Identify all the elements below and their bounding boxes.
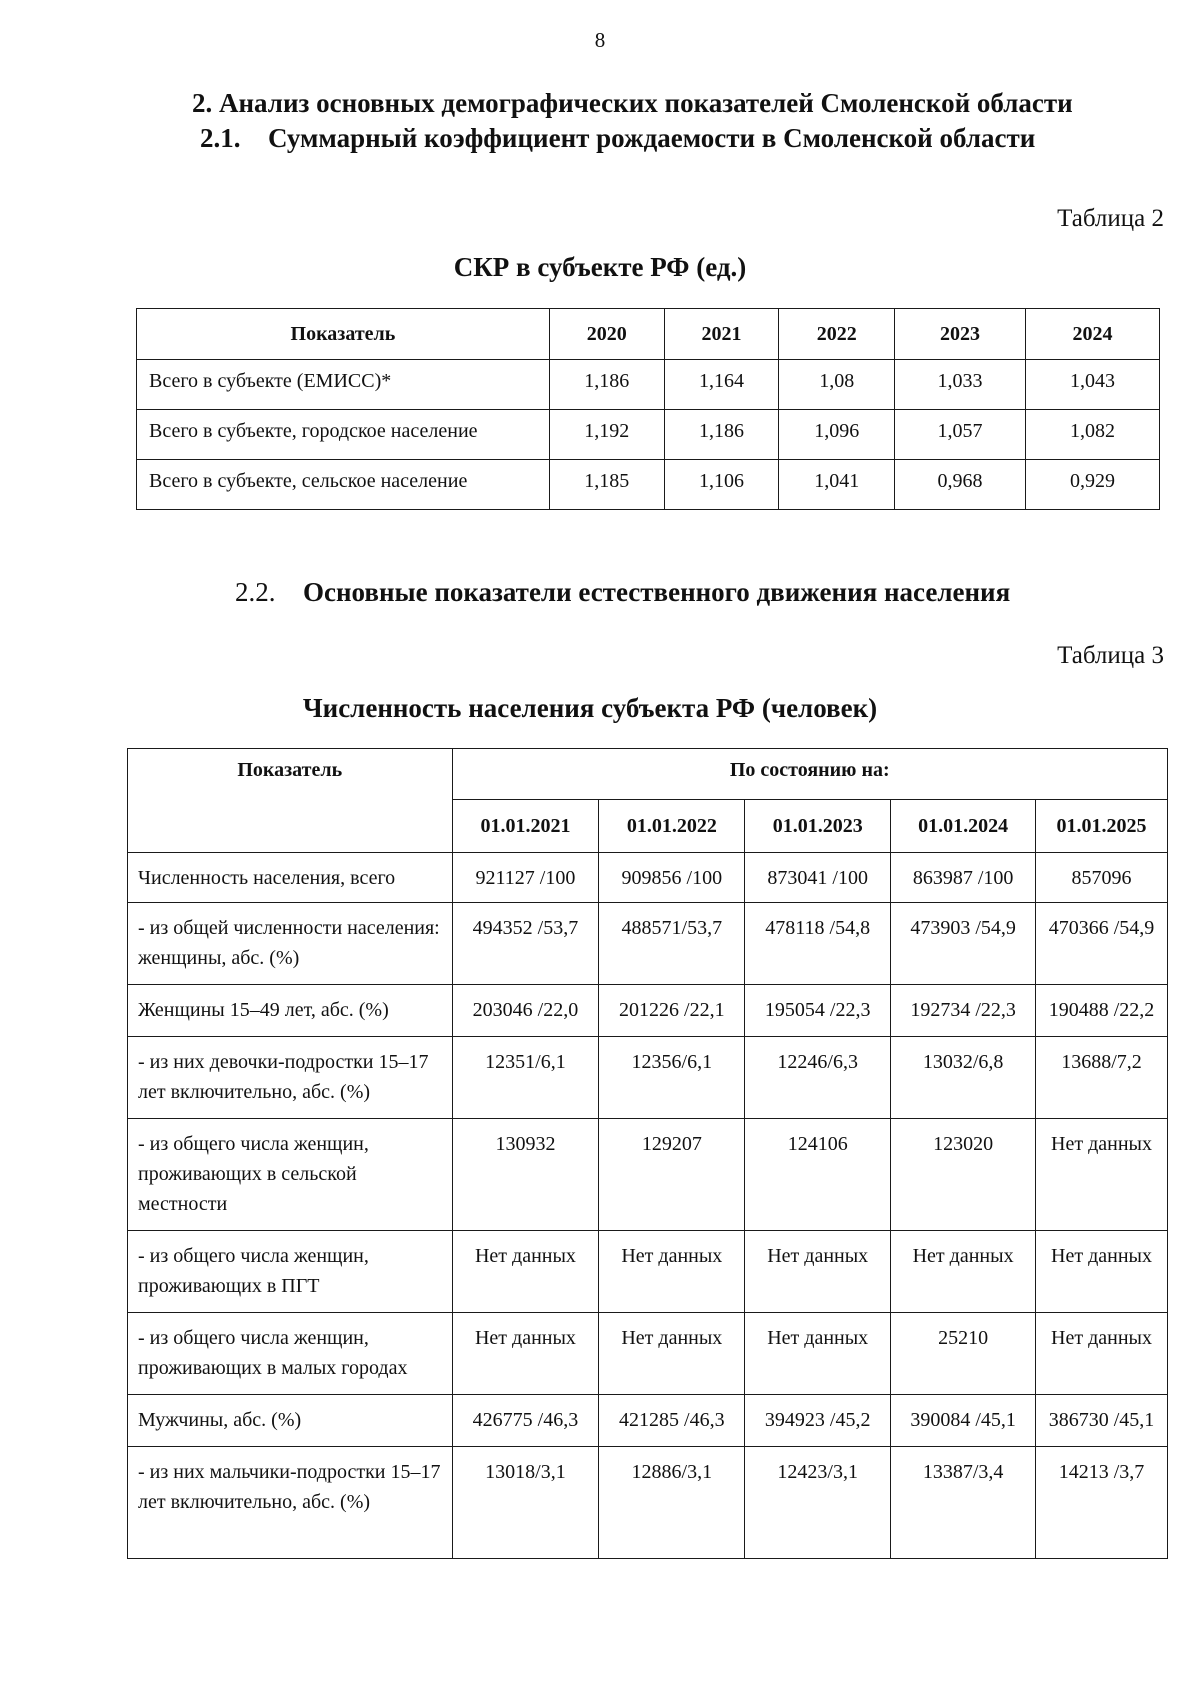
table-row xyxy=(137,360,1160,410)
header-date: 01.01.2023 xyxy=(745,800,891,853)
table-cell: 1,106 xyxy=(664,460,779,510)
table-header-row xyxy=(128,749,1168,800)
table-cell: 909856 /100 xyxy=(599,853,745,903)
row-label: Женщины 15–49 лет, абс. (%) xyxy=(128,985,453,1037)
table-cell: Нет данных xyxy=(745,1313,891,1395)
table-row xyxy=(128,985,1168,1037)
table-cell: 190488 /22,2 xyxy=(1036,985,1168,1037)
table-row xyxy=(128,1231,1168,1313)
table-cell: 12886/3,1 xyxy=(599,1447,745,1559)
table-cell: 473903 /54,9 xyxy=(891,903,1036,985)
table-cell: 1,043 xyxy=(1025,360,1159,410)
header-date: 01.01.2024 xyxy=(891,800,1036,853)
subsection-heading-2-2 xyxy=(235,577,1010,608)
table-cell: 14213 /3,7 xyxy=(1036,1447,1168,1559)
table-cell: 192734 /22,3 xyxy=(891,985,1036,1037)
table-cell: 13018/3,1 xyxy=(452,1447,599,1559)
table-cell: 1,096 xyxy=(779,410,895,460)
table-cell: 129207 xyxy=(599,1119,745,1231)
table-cell: 1,082 xyxy=(1025,410,1159,460)
table-cell: 386730 /45,1 xyxy=(1036,1395,1168,1447)
table-row xyxy=(128,1447,1168,1559)
table-cell: Нет данных xyxy=(452,1313,599,1395)
table-cell: 863987 /100 xyxy=(891,853,1036,903)
header-cell: 2024 xyxy=(1025,309,1159,360)
row-label: Всего в субъекте, городское население xyxy=(137,410,550,460)
table-cell: Нет данных xyxy=(599,1231,745,1313)
table-row xyxy=(137,460,1160,510)
table-cell: Нет данных xyxy=(1036,1231,1168,1313)
header-date: 01.01.2021 xyxy=(452,800,599,853)
row-label: Численность населения, всего xyxy=(128,853,453,903)
table-cell: 873041 /100 xyxy=(745,853,891,903)
table-cell: 130932 xyxy=(452,1119,599,1231)
row-label: Всего в субъекте, сельское население xyxy=(137,460,550,510)
subsection-title: Суммарный коэффициент рождаемости в Смоленской области xyxy=(268,123,1036,153)
population-table xyxy=(127,748,1168,1559)
table-row xyxy=(128,1395,1168,1447)
table-cell: 1,164 xyxy=(664,360,779,410)
header-cell: 2022 xyxy=(779,309,895,360)
table-cell: Нет данных xyxy=(745,1231,891,1313)
table-cell: 0,929 xyxy=(1025,460,1159,510)
table-cell: 123020 xyxy=(891,1119,1036,1231)
table-cell: Нет данных xyxy=(1036,1313,1168,1395)
table-cell: 13688/7,2 xyxy=(1036,1037,1168,1119)
header-date: 01.01.2022 xyxy=(599,800,745,853)
table-cell: 1,185 xyxy=(549,460,664,510)
table-cell: 470366 /54,9 xyxy=(1036,903,1168,985)
row-label: - из общего числа женщин, проживающих в сельской местности xyxy=(128,1119,453,1231)
table-cell: 857096 xyxy=(1036,853,1168,903)
section-heading: 2. Анализ основных демографических показателей Смоленской области xyxy=(192,88,1073,118)
row-label: - из общей численности населения: женщины, абс. (%) xyxy=(128,903,453,985)
table-cell: 1,192 xyxy=(549,410,664,460)
table-cell: 1,186 xyxy=(549,360,664,410)
subsection-number: 2.2. xyxy=(235,577,276,607)
header-cell: 2023 xyxy=(895,309,1026,360)
header-group: По состоянию на: xyxy=(452,749,1168,800)
header-cell: 2020 xyxy=(549,309,664,360)
table-cell: 195054 /22,3 xyxy=(745,985,891,1037)
header-cell: 2021 xyxy=(664,309,779,360)
table3-caption: Численность населения субъекта РФ (человек) xyxy=(302,693,878,723)
table-cell: 12246/6,3 xyxy=(745,1037,891,1119)
header-indicator: Показатель xyxy=(128,749,453,853)
table-cell: 488571/53,7 xyxy=(599,903,745,985)
table3-label: Таблица 3 xyxy=(1057,642,1164,669)
table-cell: 13032/6,8 xyxy=(891,1037,1036,1119)
header-cell: Показатель xyxy=(137,309,550,360)
table-cell: 25210 xyxy=(891,1313,1036,1395)
table2-label: Таблица 2 xyxy=(1057,205,1164,232)
row-label: Всего в субъекте (ЕМИСС)* xyxy=(137,360,550,410)
table-cell: 203046 /22,0 xyxy=(452,985,599,1037)
table-cell: Нет данных xyxy=(452,1231,599,1313)
row-label: - из общего числа женщин, проживающих в ПГТ xyxy=(128,1231,453,1313)
header-date: 01.01.2025 xyxy=(1036,800,1168,853)
table-cell: 12351/6,1 xyxy=(452,1037,599,1119)
table-cell: 1,08 xyxy=(779,360,895,410)
table-cell: 1,041 xyxy=(779,460,895,510)
table-row xyxy=(128,903,1168,985)
table-cell: 201226 /22,1 xyxy=(599,985,745,1037)
row-label: - из них девочки-подростки 15–17 лет включительно, абс. (%) xyxy=(128,1037,453,1119)
subsection-number: 2.1. xyxy=(200,123,241,153)
table-row xyxy=(128,1313,1168,1395)
row-label: Мужчины, абс. (%) xyxy=(128,1395,453,1447)
fertility-rate-table xyxy=(136,308,1160,510)
page-number: 8 xyxy=(594,28,606,52)
table-cell: 478118 /54,8 xyxy=(745,903,891,985)
table-cell: 421285 /46,3 xyxy=(599,1395,745,1447)
table-cell: 921127 /100 xyxy=(452,853,599,903)
table-row xyxy=(128,1119,1168,1231)
table-cell: 394923 /45,2 xyxy=(745,1395,891,1447)
table-row xyxy=(128,853,1168,903)
table-cell: Нет данных xyxy=(891,1231,1036,1313)
table-cell: 124106 xyxy=(745,1119,891,1231)
table-cell: 390084 /45,1 xyxy=(891,1395,1036,1447)
row-label: - из них мальчики-подростки 15–17 лет включительно, абс. (%) xyxy=(128,1447,453,1559)
table-header-row xyxy=(137,309,1160,360)
subsection-title: Основные показатели естественного движения населения xyxy=(303,577,1011,607)
table2-caption: СКР в субъекте РФ (ед.) xyxy=(453,252,747,282)
table-cell: 13387/3,4 xyxy=(891,1447,1036,1559)
table-cell: Нет данных xyxy=(1036,1119,1168,1231)
table-row xyxy=(137,410,1160,460)
table-cell: 1,057 xyxy=(895,410,1026,460)
table-cell: 426775 /46,3 xyxy=(452,1395,599,1447)
subsection-heading-2-1 xyxy=(200,123,1035,154)
table-cell: 12423/3,1 xyxy=(745,1447,891,1559)
table-cell: 0,968 xyxy=(895,460,1026,510)
table-cell: 1,186 xyxy=(664,410,779,460)
table-cell: 1,033 xyxy=(895,360,1026,410)
table-row xyxy=(128,1037,1168,1119)
row-label: - из общего числа женщин, проживающих в малых городах xyxy=(128,1313,453,1395)
table-cell: 494352 /53,7 xyxy=(452,903,599,985)
table-cell: 12356/6,1 xyxy=(599,1037,745,1119)
table-cell: Нет данных xyxy=(599,1313,745,1395)
